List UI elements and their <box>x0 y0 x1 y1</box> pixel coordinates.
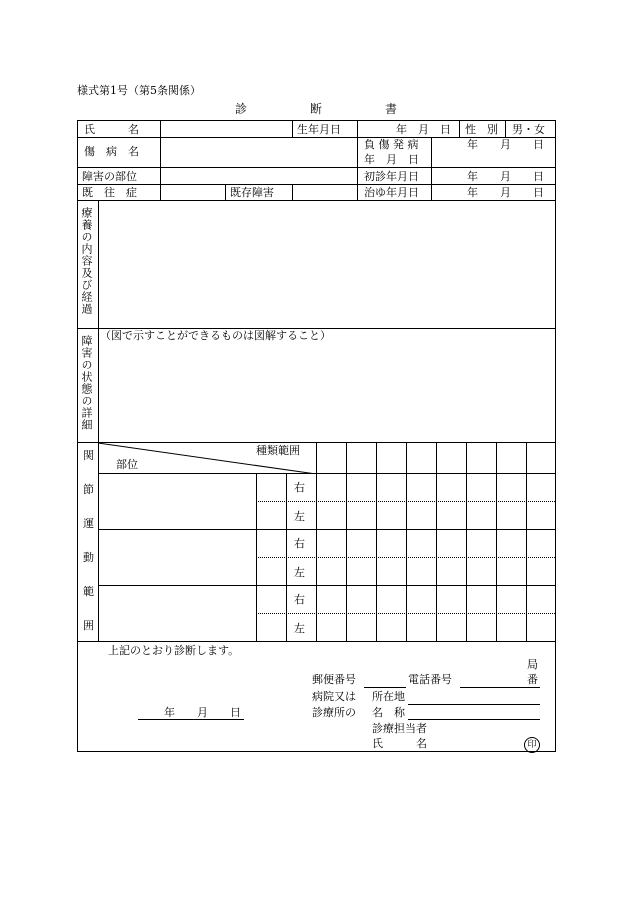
rom-label-char-2: 節 <box>83 483 94 496</box>
cure-date-value: 年 月 日 <box>467 186 544 199</box>
phone-number-ban: 番 <box>527 673 538 686</box>
birth-date-value: 年 月 日 <box>396 123 451 136</box>
diagnosis-statement: 上記のとおり診断します。 <box>108 644 240 657</box>
diagnosis-date: 年 月 日 <box>164 706 241 719</box>
name-label: 氏 名 <box>84 123 139 136</box>
title-char-2: 断 <box>310 102 323 116</box>
form-number: 様式第1号（第5条関係） <box>77 84 201 97</box>
sex-options: 男・女 <box>512 123 545 136</box>
rom-label-char-6: 囲 <box>83 619 94 632</box>
onset-date-value: 年 月 日 <box>467 138 544 151</box>
rom-group2-left: 左 <box>294 566 305 579</box>
doctor-name-label: 氏 名 <box>372 737 427 750</box>
first-visit-label: 初診年月日 <box>364 170 419 183</box>
medical-history-label: 既 往 症 <box>82 186 137 199</box>
phone-number-label: 電話番号 <box>408 673 452 686</box>
address-label: 所在地 <box>372 690 405 703</box>
disability-detail-label: 障害の状態の詳細 <box>80 335 93 431</box>
cure-date-label: 治ゆ年月日 <box>364 186 419 199</box>
onset-date-label-line2: 年 月 日 <box>364 153 419 166</box>
rom-group1-left: 左 <box>294 510 305 523</box>
rom-header-type-range: 種類範囲 <box>256 444 300 457</box>
seal-mark: 印 <box>524 737 540 753</box>
institution-label-line1: 病院又は <box>312 690 356 703</box>
treatment-course-label: 療養の内容及び経過 <box>80 207 93 315</box>
rom-label-char-3: 運 <box>83 517 94 530</box>
rom-label-char-5: 範 <box>83 585 94 598</box>
institution-label-line2: 診療所の <box>312 706 356 719</box>
institution-name-label: 名 称 <box>372 706 405 719</box>
birth-date-label: 生年月日 <box>297 123 341 136</box>
rom-group1-right: 右 <box>294 481 305 494</box>
onset-date-label-line1: 負 傷 発 病 <box>364 138 419 151</box>
rom-header-site: 部位 <box>116 458 138 471</box>
post-office-bureau: 局 <box>527 658 538 671</box>
first-visit-value: 年 月 日 <box>467 170 544 183</box>
attending-doctor-label: 診療担当者 <box>372 722 427 735</box>
existing-disability-label: 既存障害 <box>230 186 274 199</box>
postal-code-label: 郵便番号 <box>312 673 356 686</box>
rom-label-char-1: 関 <box>83 449 94 462</box>
rom-group3-left: 左 <box>294 622 305 635</box>
disability-site-label: 障害の部位 <box>82 170 137 183</box>
rom-group2-right: 右 <box>294 537 305 550</box>
rom-group3-right: 右 <box>294 593 305 606</box>
title-char-3: 書 <box>385 102 398 116</box>
diagnosis-form-table <box>77 120 556 752</box>
title-char-1: 診 <box>235 102 248 116</box>
disease-name-label: 傷 病 名 <box>84 145 139 158</box>
sex-label: 性 別 <box>465 123 498 136</box>
disability-diagram-note: （図で示すことができるものは図解すること） <box>100 329 331 342</box>
rom-label-char-4: 動 <box>83 551 94 564</box>
